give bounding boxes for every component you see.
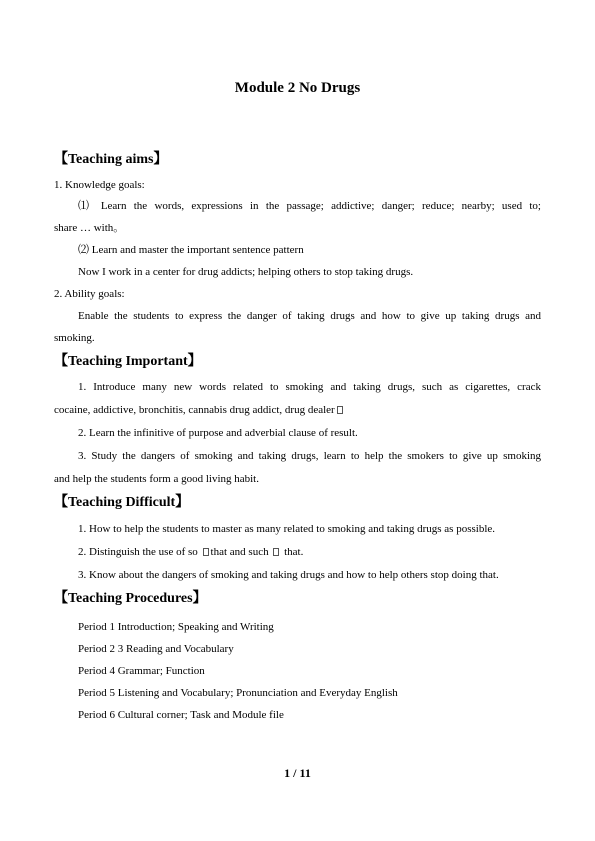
important-item-3-cont: and help the students form a good living habit. bbox=[54, 473, 259, 485]
missing-glyph-box bbox=[337, 406, 343, 414]
procedure-item: Period 5 Listening and Vocabulary; Pronunciation and Everyday English bbox=[78, 687, 398, 699]
difficult-item-1: 1. How to help the students to master as many related to smoking and taking drugs as possible. bbox=[78, 523, 496, 535]
difficult-item-2-part-b: that and such bbox=[210, 546, 269, 558]
important-item-1: 1. Introduce many new words related to smoking and taking drugs, such as cigarettes, crack bbox=[78, 381, 541, 393]
page-number: 1 / 11 bbox=[284, 766, 311, 780]
procedure-item: Period 1 Introduction; Speaking and Writing bbox=[78, 621, 274, 633]
important-item-1-cont bbox=[54, 403, 345, 417]
knowledge-goal-example: Now I work in a center for drug addicts; helping others to stop taking drugs. bbox=[78, 266, 414, 278]
section-heading-difficult: 【Teaching Difficult】 bbox=[54, 495, 190, 510]
important-item-3: 3. Study the dangers of smoking and taking drugs, learn to help the smokers to give up smoking bbox=[78, 450, 541, 462]
missing-glyph-box bbox=[273, 548, 279, 556]
procedure-item: Period 2 3 Reading and Vocabulary bbox=[78, 643, 234, 655]
section-heading-aims: 【Teaching aims】 bbox=[54, 152, 168, 167]
procedure-item: Period 6 Cultural corner; Task and Module file bbox=[78, 709, 284, 721]
important-item-2: 2. Learn the infinitive of purpose and adverbial clause of result. bbox=[78, 427, 358, 439]
section-heading-important: 【Teaching Important】 bbox=[54, 354, 202, 369]
ability-goal-1-cont: smoking. bbox=[54, 332, 95, 344]
knowledge-goal-1-cont: share … with。 bbox=[54, 222, 125, 234]
knowledge-goal-1: ⑴ Learn the words, expressions in the passage; addictive; danger; reduce; nearby; used to; bbox=[78, 200, 541, 212]
ability-goal-1: Enable the students to express the danger of taking drugs and how to give up taking drugs and bbox=[78, 310, 541, 322]
section-heading-procedures: 【Teaching Procedures】 bbox=[54, 591, 207, 606]
procedure-item: Period 4 Grammar; Function bbox=[78, 665, 205, 677]
document-title: Module 2 No Drugs bbox=[234, 80, 361, 96]
knowledge-goal-2: ⑵ Learn and master the important sentence pattern bbox=[78, 244, 304, 256]
ability-goals-label: 2. Ability goals: bbox=[54, 288, 125, 300]
difficult-item-2 bbox=[78, 545, 303, 559]
difficult-item-2-part-c: that. bbox=[284, 546, 304, 558]
important-item-1-cont-text: cocaine, addictive, bronchitis, cannabis drug addict, drug dealer bbox=[54, 404, 335, 416]
difficult-item-2-part-a: 2. Distinguish the use of so bbox=[78, 546, 198, 558]
missing-glyph-box bbox=[203, 548, 209, 556]
knowledge-goals-label: 1. Knowledge goals: bbox=[54, 179, 145, 191]
difficult-item-3: 3. Know about the dangers of smoking and taking drugs and how to help others stop doing that. bbox=[78, 569, 499, 581]
